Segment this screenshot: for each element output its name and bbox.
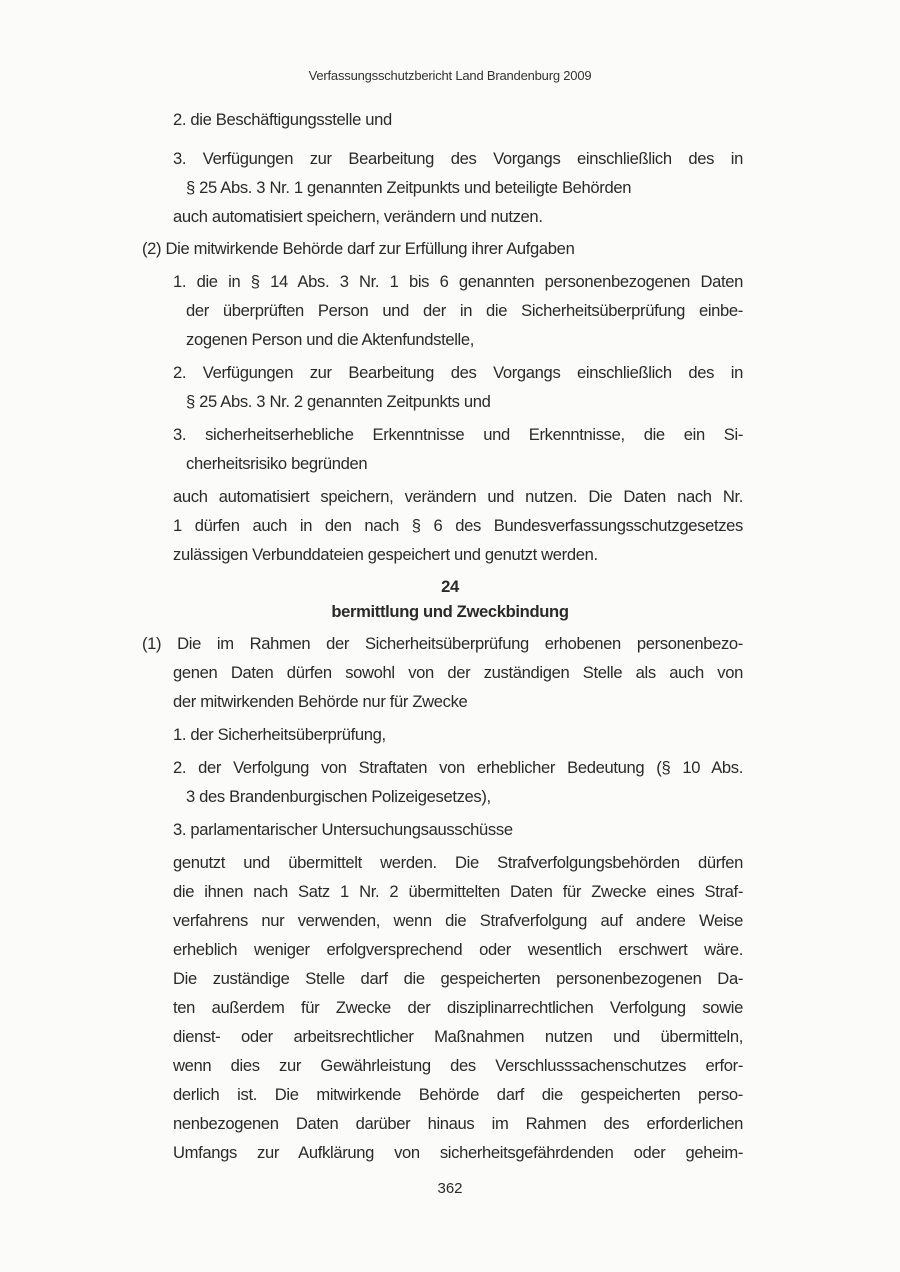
page-number: 362	[437, 1180, 463, 1197]
list-item: 3. sicherheitserhebliche Erkenntnisse und Erkenntnisse, die ein Si-	[173, 425, 743, 444]
list-item: 2. Verfügungen zur Bearbeitung des Vorgangs einschließlich des in	[173, 363, 743, 382]
text-line: genen Daten dürfen sowohl von der zuständigen Stelle als auch von	[173, 663, 743, 682]
section-number: 24	[441, 577, 459, 596]
text-line: 3 des Brandenburgischen Polizeigesetzes),	[186, 787, 491, 806]
text-line: auch automatisiert speichern, verändern und nutzen.	[173, 207, 543, 226]
list-item: 3. Verfügungen zur Bearbeitung des Vorgangs einschließlich des in	[173, 149, 743, 168]
text-line: der überprüften Person und der in die Sicherheitsüberprüfung einbe-	[186, 301, 743, 320]
text-line: der mitwirkenden Behörde nur für Zwecke	[173, 692, 468, 711]
text-line: § 25 Abs. 3 Nr. 1 genannten Zeitpunkts und beteiligte Behörden	[186, 178, 632, 197]
text-line: § 25 Abs. 3 Nr. 2 genannten Zeitpunkts und	[186, 392, 491, 411]
text-line: derlich ist. Die mitwirkende Behörde darf die gespeicherten perso-	[173, 1085, 743, 1104]
text-line: wenn dies zur Gewährleistung des Verschlusssachenschutzes erfor-	[173, 1056, 743, 1075]
paragraph-2: (2) Die mitwirkende Behörde darf zur Erfüllung ihrer Aufgaben	[142, 239, 575, 258]
text-line: Umfangs zur Aufklärung von sicherheitsgefährdenden oder geheim-	[173, 1143, 743, 1162]
list-item: 1. die in § 14 Abs. 3 Nr. 1 bis 6 genannten personenbezogenen Daten	[173, 272, 743, 291]
text-line: zogenen Person und die Aktenfundstelle,	[186, 330, 475, 349]
text-line: Die zuständige Stelle darf die gespeicherten personenbezogenen Da-	[173, 969, 743, 988]
list-item: 1. der Sicherheitsüberprüfung,	[173, 725, 386, 744]
section-title: bermittlung und Zweckbindung	[331, 602, 569, 621]
text-line: ten außerdem für Zwecke der disziplinarrechtlichen Verfolgung sowie	[173, 998, 743, 1017]
text-line: auch automatisiert speichern, verändern und nutzen. Die Daten nach Nr.	[173, 487, 743, 506]
text-line: 1 dürfen auch in den nach § 6 des Bundesverfassungsschutzgesetzes	[173, 516, 743, 535]
paragraph-1: (1) Die im Rahmen der Sicherheitsüberprüfung erhobenen personenbezo-	[142, 634, 743, 653]
text-line: nenbezogenen Daten darüber hinaus im Rahmen des erforderlichen	[173, 1114, 743, 1133]
running-header: Verfassungsschutzbericht Land Brandenburg 2009	[308, 68, 592, 83]
list-item: 2. die Beschäftigungsstelle und	[173, 110, 392, 129]
text-line: genutzt und übermittelt werden. Die Strafverfolgungsbehörden dürfen	[173, 853, 743, 872]
text-line: die ihnen nach Satz 1 Nr. 2 übermittelten Daten für Zwecke eines Straf-	[173, 882, 743, 901]
text-line: zulässigen Verbunddateien gespeichert und genutzt werden.	[173, 545, 598, 564]
text-line: cherheitsrisiko begründen	[186, 454, 368, 473]
text-line: verfahrens nur verwenden, wenn die Strafverfolgung auf andere Weise	[173, 911, 743, 930]
list-item: 2. der Verfolgung von Straftaten von erheblicher Bedeutung (§ 10 Abs.	[173, 758, 743, 777]
list-item: 3. parlamentarischer Untersuchungsausschüsse	[173, 820, 513, 839]
text-line: dienst- oder arbeitsrechtlicher Maßnahmen nutzen und übermitteln,	[173, 1027, 743, 1046]
text-line: erheblich weniger erfolgversprechend oder wesentlich erschwert wäre.	[173, 940, 743, 959]
